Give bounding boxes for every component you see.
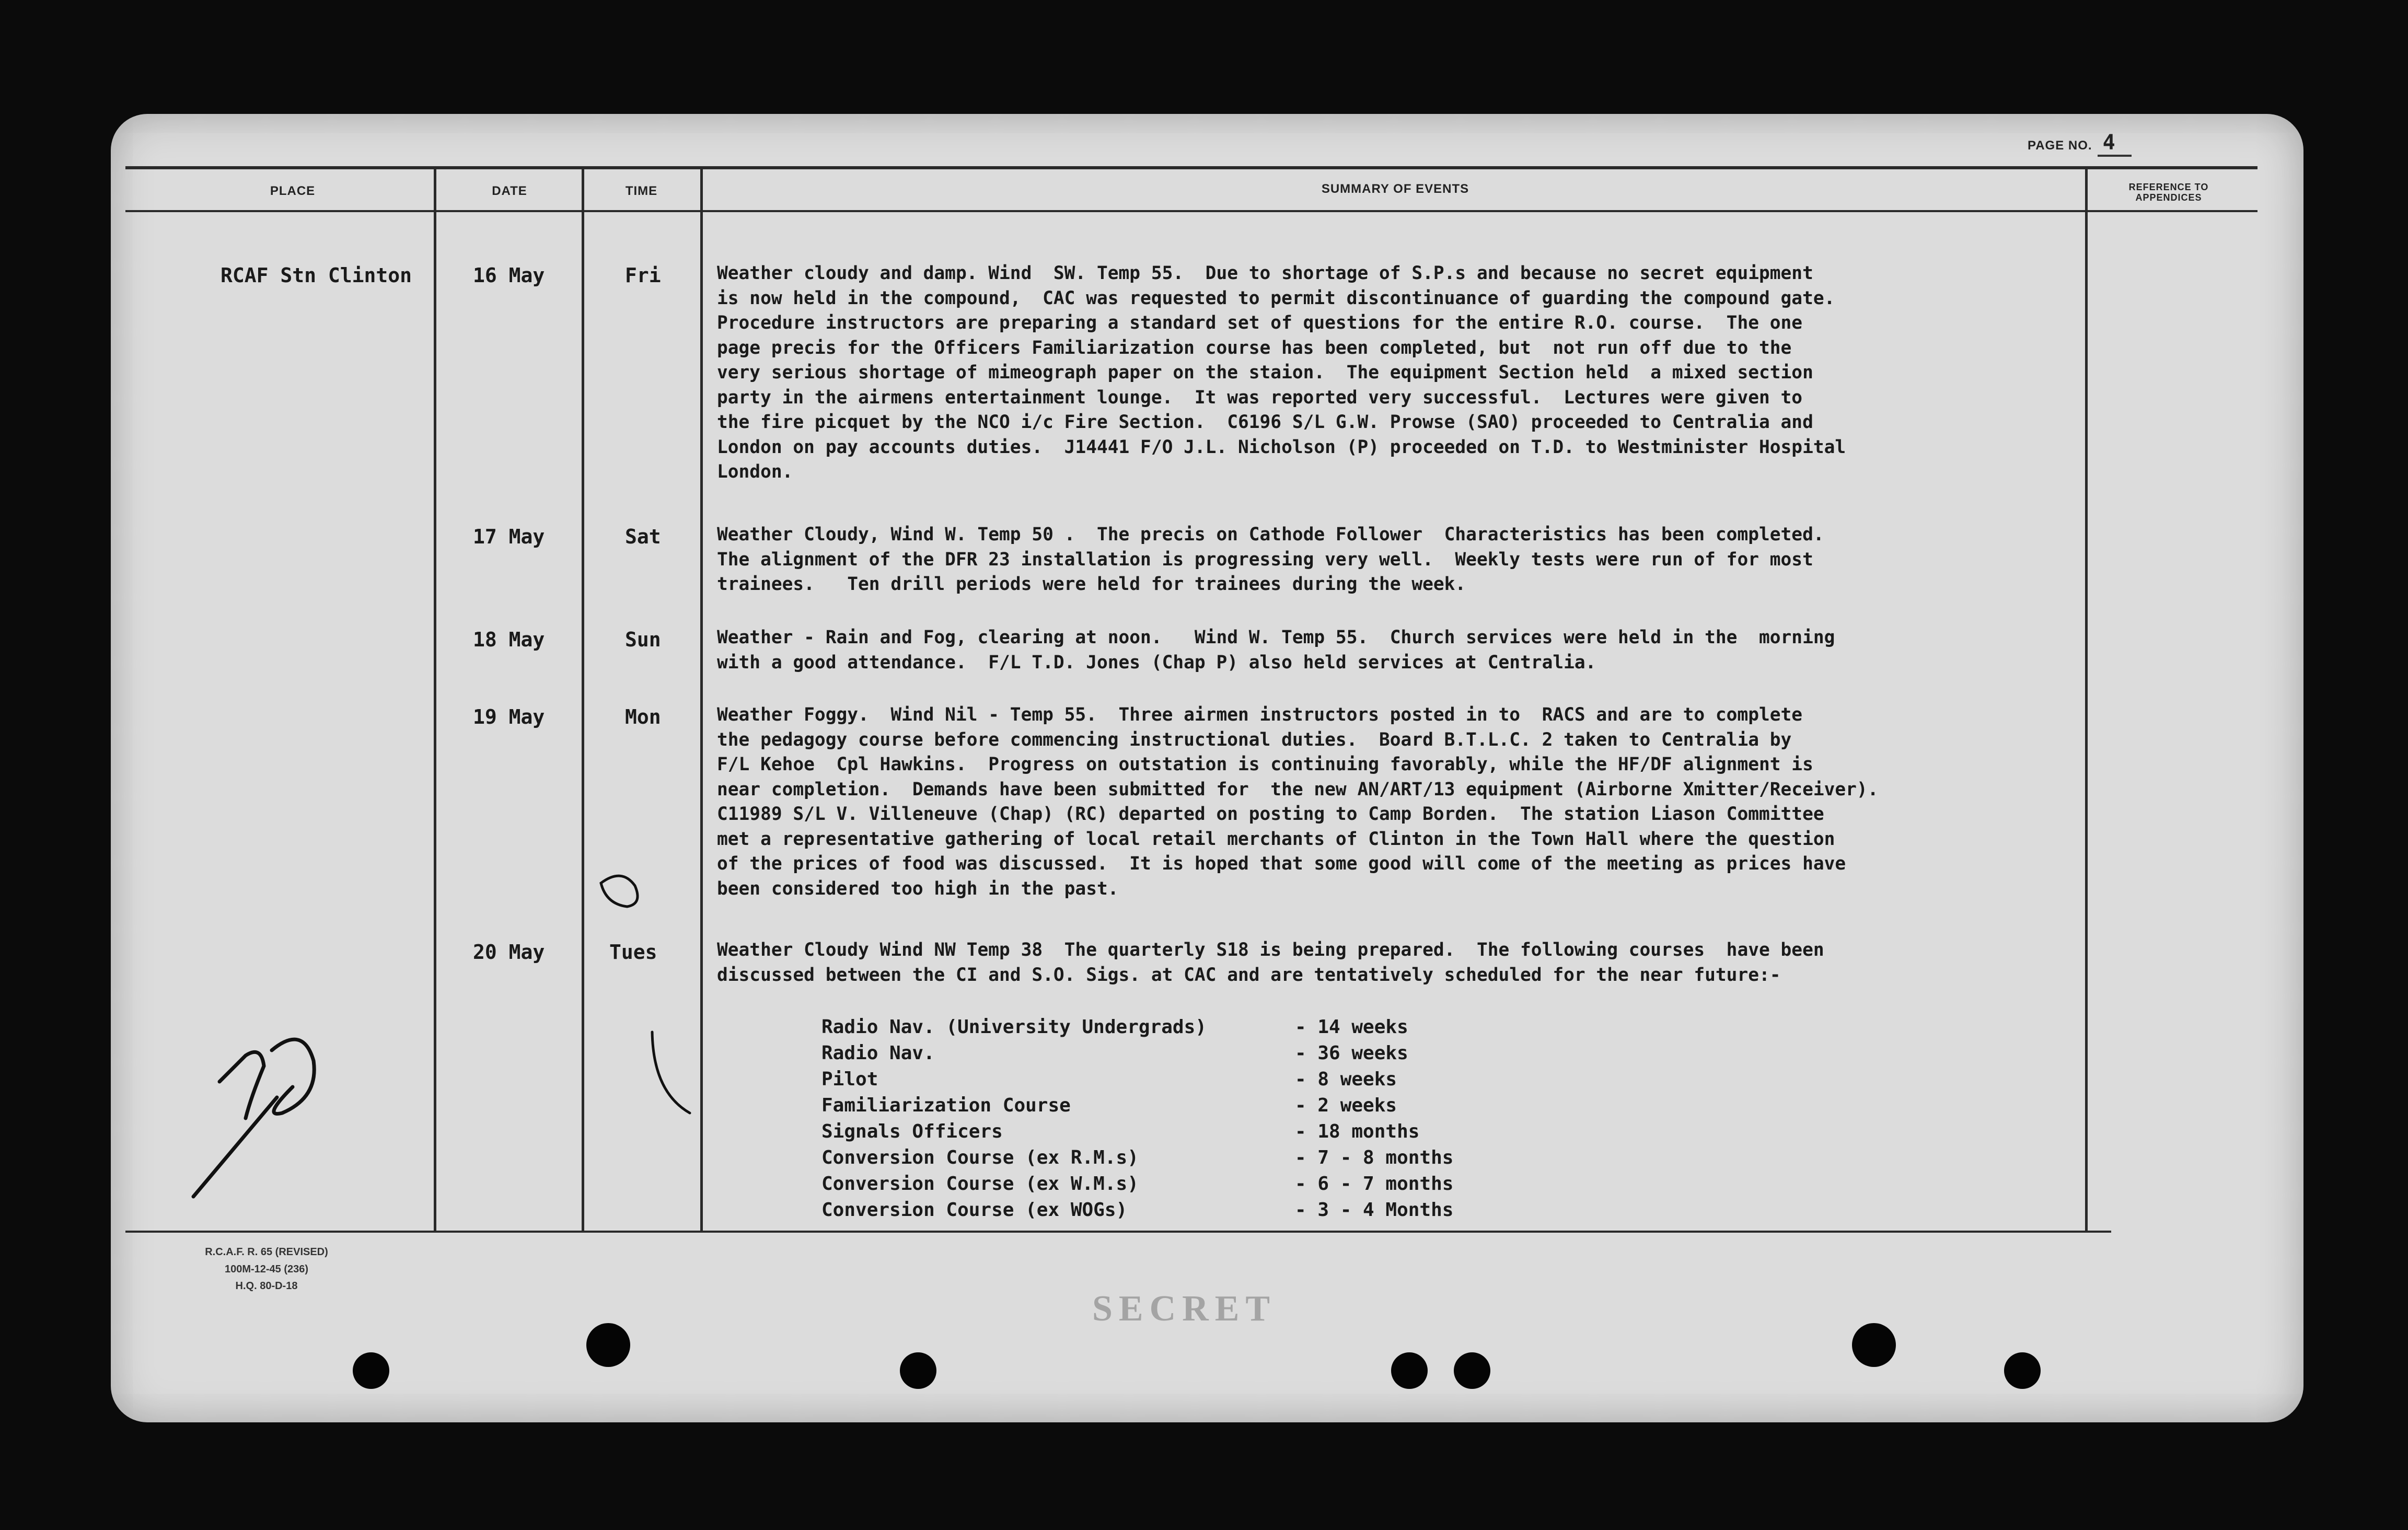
entry-date: 19 May [473,705,545,728]
course-duration: - 3 - 4 Months [1295,1199,1454,1221]
course-duration: - 8 weeks [1295,1069,1397,1090]
course-name: Conversion Course (ex WOGs) [821,1199,1128,1221]
course-name: Radio Nav. [821,1042,935,1064]
header-summary: SUMMARY OF EVENTS [1321,182,1469,196]
page-number-label: PAGE NO. [2028,138,2092,153]
secret-stamp: SECRET [1092,1289,1277,1329]
entry-summary: Weather - Rain and Fog, clearing at noon. Wind W. Temp 55. Church services were held in the morning with a good attendance. F/L T.D. Jones (Chap P) also held services at Centralia. [717,627,1835,673]
course-duration: - 2 weeks [1295,1095,1397,1116]
course-name: Pilot [821,1069,878,1090]
place-value: RCAF Stn Clinton [221,264,412,287]
course-name: Radio Nav. (University Undergrads) [821,1016,1207,1038]
entry-time: Sun [625,628,661,651]
course-duration: - 18 months [1295,1121,1420,1142]
handwritten-circle-mark [601,876,638,907]
entry-time: Tues [609,941,657,964]
course-name: Signals Officers [821,1121,1003,1142]
entry-summary: Weather Cloudy Wind NW Temp 38 The quarterly S18 is being prepared. The following courses have been discussed between the CI and S.O. Sigs. at CAC and are tentatively scheduled for the near future:- [717,940,1824,986]
entry-summary: Weather Cloudy, Wind W. Temp 50 . The precis on Cathode Follower Characteristics has been completed. The alignment of the DFR 23 installation is progressing very well. Weekly tests were run of for most trainees. Ten drill periods were held for trainees during the week. [717,524,1824,595]
entry-date: 18 May [473,628,545,651]
course-duration: - 7 - 8 months [1295,1147,1454,1168]
course-name: Familiarization Course [821,1095,1071,1116]
course-duration: - 36 weeks [1295,1042,1408,1064]
course-duration: - 14 weeks [1295,1016,1408,1038]
header-date: DATE [492,184,527,198]
header-time: TIME [625,184,658,198]
header-reference: REFERENCE TO APPENDICES [2128,182,2209,203]
entry-date: 16 May [473,264,545,287]
course-name: Conversion Course (ex R.M.s) [821,1147,1139,1168]
page-number-value: 4 [2098,131,2132,157]
course-duration: - 6 - 7 months [1295,1173,1454,1195]
entry-time: Fri [625,264,661,287]
entry-time: Sat [625,525,661,548]
entry-summary: Weather cloudy and damp. Wind SW. Temp 55. Due to shortage of S.P.s and because no secret equipment is now held in the compound, CAC was requested to permit discontinuance of guarding the compound gate. Procedure instructors are preparing a standard set of questions for the entire R.O. course. The one page precis for the Officers Familiarization course has been completed, but not run off due to the very serious shortage of mimeograph paper on the staion. The equipment Section held a mixed section party in the airmens entertainment lounge. It was reported very successful. Lectures were given to the fire picquet by the NCO i/c Fire Section. C6196 S/L G.W. Prowse (SAO) proceeded to Centralia and London on pay accounts duties. J14441 F/O J.L. Nicholson (P) proceeded on T.D. to Westminister Hospital London. [717,263,1846,482]
handwritten-bracket-mark [652,1032,690,1113]
handwritten-initials-mark [193,1039,314,1197]
entry-date: 17 May [473,525,545,548]
course-name: Conversion Course (ex W.M.s) [821,1173,1139,1195]
form-print-code: 100M-12-45 (236) [224,1264,309,1275]
header-place: PLACE [270,184,316,198]
form-number: R.C.A.F. R. 65 (REVISED) [205,1246,328,1258]
form-hq-code: H.Q. 80-D-18 [235,1280,298,1292]
entry-date: 20 May [473,941,545,964]
entry-summary: Weather Foggy. Wind Nil - Temp 55. Three airmen instructors posted in to RACS and are to complete the pedagogy course before commencing instructional duties. Board B.T.L.C. 2 taken to Centralia by F/L Kehoe Cpl Hawkins. Progress on outstation is continuing favorably, while the HF/DF alignment is near completion. Demands have been submitted for the new AN/ART/13 equipment (Airborne Xmitter/Receiver). C11989 S/L V. Villeneuve (Chap) (RC) departed on posting to Camp Borden. The station Liason Committee met a representative gathering of local retail merchants of Clinton in the Town Hall where the question of the prices of food was discussed. It is hoped that some good will come of the meeting as prices have been considered too high in the past. [717,704,1879,899]
entry-time: Mon [625,705,661,728]
